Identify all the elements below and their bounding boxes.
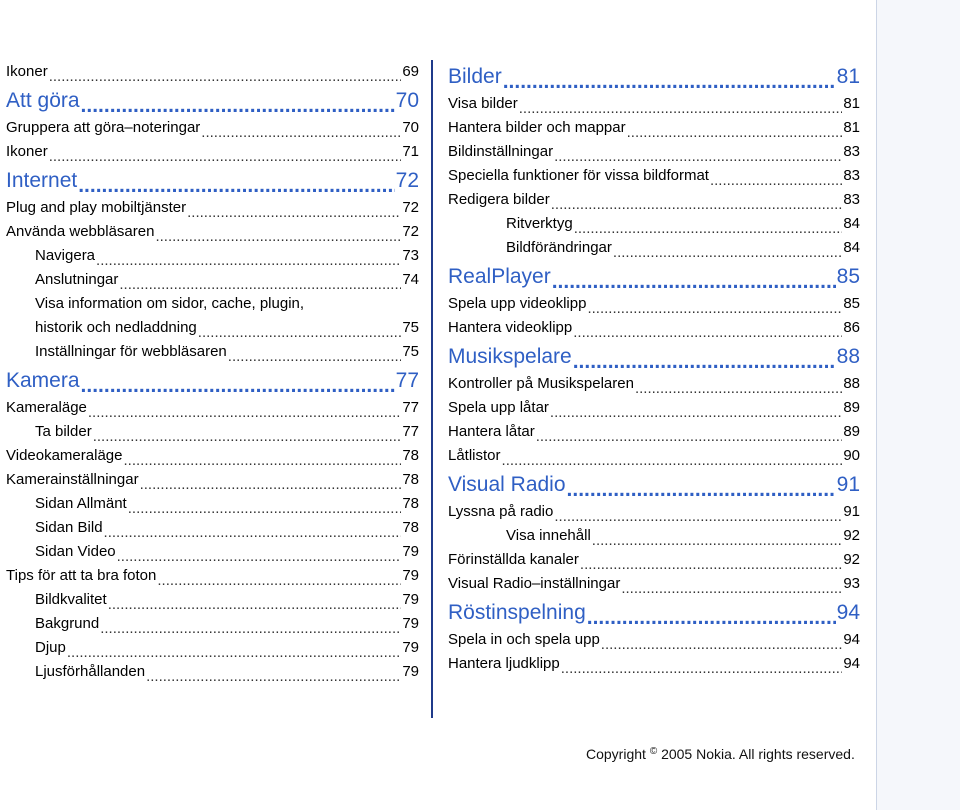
toc-page-number: 70 [395,89,419,112]
toc-page-number: 88 [836,345,860,368]
toc-entry-label: Ta bilder [35,423,92,440]
toc-page-number: 77 [402,399,419,416]
toc-entry-label: Visa bilder [448,95,518,112]
dot-leader [108,597,402,612]
dot-leader [502,453,843,468]
toc-page-number: 93 [843,575,860,592]
copyright-symbol: © [649,746,658,757]
toc-page-number: 83 [843,167,860,184]
toc-entry[interactable] [448,164,860,188]
dot-leader [621,581,842,596]
toc-entry-label: Kameraläge [6,399,87,416]
toc-entry[interactable] [448,372,860,396]
dot-leader [49,149,402,164]
dot-leader [710,173,842,188]
toc-entry-label: Spela upp låtar [448,399,549,416]
toc-page-number: 79 [402,591,419,608]
toc-entry-label: Hantera ljudklipp [448,655,560,672]
toc-entry-label: Hantera bilder och mappar [448,119,626,136]
dot-leader [146,669,401,684]
toc-page-number: 72 [402,199,419,216]
toc-page-number: 70 [402,119,419,136]
toc-page-number: 84 [843,239,860,256]
toc-entry-label: Spela upp videoklipp [448,295,587,312]
copyright-text: 2005 Nokia. All rights reserved. [661,746,855,762]
toc-entry[interactable] [6,140,419,164]
toc-page-number: 78 [402,495,419,512]
toc-page-number: 94 [843,631,860,648]
toc-entry[interactable] [6,588,419,612]
toc-entry[interactable] [6,196,419,220]
dot-leader [198,325,402,340]
toc-section-heading[interactable] [6,166,419,196]
toc-page-number: 71 [402,143,419,160]
toc-entry[interactable] [6,420,419,444]
toc-entry-label: Inställningar för webbläsaren [35,343,227,360]
toc-page-number: 69 [402,63,419,80]
toc-page-number: 78 [402,519,419,536]
toc-entry[interactable] [448,524,860,548]
toc-entry[interactable] [448,444,860,468]
toc-entry-label: Redigera bilder [448,191,550,208]
toc-page-number: 92 [843,551,860,568]
dot-leader [551,197,843,212]
toc-entry-label: Kamerainställningar [6,471,139,488]
toc-entry-label: Röstinspelning [448,601,586,624]
toc-entry-label: Att göra [6,89,80,112]
toc-entry[interactable] [448,92,860,116]
toc-entry[interactable] [6,244,419,268]
dot-leader [550,405,842,420]
toc-entry[interactable] [448,396,860,420]
dot-leader [552,271,836,292]
toc-entry[interactable] [448,548,860,572]
toc-entry[interactable] [6,60,419,84]
toc-entry-label: Visual Radio–inställningar [448,575,621,592]
toc-entry-label: Lyssna på radio [448,503,554,520]
toc-entry[interactable] [6,396,419,420]
dot-leader [104,525,402,540]
toc-entry[interactable] [6,268,419,292]
toc-page-number: 78 [402,471,419,488]
toc-entry-label: Visa information om sidor, cache, plugin, [35,295,305,312]
toc-entry-label: Använda webbläsaren [6,223,155,240]
toc-entry-label: Visa innehåll [506,527,591,544]
toc-entry-label: Kontroller på Musikspelaren [448,375,634,392]
toc-entry[interactable] [448,292,860,316]
page-margin-line [876,0,877,810]
toc-page-number: 75 [402,319,419,336]
toc-entry[interactable] [448,628,860,652]
dot-leader [554,509,842,524]
dot-leader [81,375,395,396]
toc-entry[interactable] [6,444,419,468]
toc-page-number: 79 [402,639,419,656]
toc-entry[interactable] [448,652,860,676]
page-margin-band [876,0,960,810]
toc-page-number: 91 [843,503,860,520]
toc-entry-label: Visual Radio [448,473,566,496]
dot-leader [93,429,402,444]
toc-entry-label: Låtlistor [448,447,501,464]
toc-entry[interactable] [6,492,419,516]
dot-leader [573,325,842,340]
toc-entry[interactable] [6,316,419,340]
dot-leader [78,175,394,196]
toc-entry-label: Bildförändringar [506,239,612,256]
dot-leader [635,381,842,396]
dot-leader [573,351,836,372]
dot-leader [536,429,843,444]
toc-entry-label: Sidan Allmänt [35,495,127,512]
dot-leader [574,221,843,236]
toc-entry-label: Spela in och spela upp [448,631,600,648]
toc-section-heading[interactable] [448,262,860,292]
toc-entry[interactable] [448,116,860,140]
toc-entry-label: Hantera låtar [448,423,535,440]
toc-entry-label: Kamera [6,369,80,392]
dot-leader [503,71,836,92]
toc-page-number: 84 [843,215,860,232]
dot-leader [155,229,401,244]
dot-leader [49,69,402,84]
toc-entry-label: Speciella funktioner för vissa bildformat [448,167,709,184]
toc-entry [6,292,419,316]
toc-page-number: 77 [402,423,419,440]
copyright-prefix: Copyright [586,746,646,762]
toc-page-number: 81 [843,119,860,136]
toc-page-number: 79 [402,543,419,560]
toc-entry-label: Navigera [35,247,96,264]
toc-page-number: 92 [843,527,860,544]
toc-page-number: 90 [843,447,860,464]
toc-page-number: 91 [836,473,860,496]
toc-entry[interactable] [6,340,419,364]
toc-entry-label: Bildkvalitet [35,591,107,608]
toc-entry-label: Sidan Bild [35,519,103,536]
copyright-notice [586,746,855,762]
toc-page-number: 83 [843,143,860,160]
toc-page-number: 81 [843,95,860,112]
dot-leader [601,637,843,652]
toc-page-number: 72 [402,223,419,240]
toc-page-number: 94 [836,601,860,624]
toc-entry[interactable] [6,468,419,492]
toc-section-heading[interactable] [448,62,860,92]
toc-entry[interactable] [448,500,860,524]
toc-page-number: 74 [402,271,419,288]
toc-page-number: 94 [843,655,860,672]
dot-leader [100,621,401,636]
dot-leader [88,405,401,420]
toc-entry-label: Hantera videoklipp [448,319,573,336]
toc-section-heading[interactable] [448,342,860,372]
dot-leader [117,549,402,564]
toc-entry[interactable] [448,572,860,596]
dot-leader [613,245,842,260]
dot-leader [201,125,401,140]
toc-entry-label: Bilder [448,65,502,88]
dot-leader [187,205,401,220]
toc-page-number: 83 [843,191,860,208]
toc-section-heading[interactable] [448,470,860,500]
toc-entry-label: Bakgrund [35,615,100,632]
toc-entry-label: Ritverktyg [506,215,573,232]
toc-page-number: 85 [836,265,860,288]
toc-page-number: 73 [402,247,419,264]
toc-entry-label: Djup [35,639,66,656]
toc-page-number: 78 [402,447,419,464]
toc-right-column [448,60,860,676]
column-divider [431,60,433,718]
toc-left-column [6,60,419,684]
toc-entry-label: Tips för att ta bra foton [6,567,157,584]
toc-page-number: 85 [843,295,860,312]
toc-entry-label: Internet [6,169,78,192]
toc-entry-label: Förinställda kanaler [448,551,579,568]
toc-entry[interactable] [448,188,860,212]
toc-entry-label: Videokameraläge [6,447,123,464]
dot-leader [580,557,842,572]
toc-entry-label: Ikoner [6,143,48,160]
dot-leader [67,645,401,660]
toc-entry-label: RealPlayer [448,265,551,288]
toc-entry[interactable] [6,636,419,660]
dot-leader [567,479,836,500]
toc-entry-label: Plug and play mobiltjänster [6,199,187,216]
toc-entry-label: Anslutningar [35,271,119,288]
toc-section-heading[interactable] [6,86,419,116]
toc-section-heading[interactable] [6,366,419,396]
dot-leader [587,607,836,628]
toc-page-number: 79 [402,615,419,632]
toc-entry-label: Sidan Video [35,543,116,560]
toc-entry-label: Gruppera att göra–noteringar [6,119,201,136]
toc-page-number: 77 [395,369,419,392]
toc-entry[interactable] [6,516,419,540]
toc-page-number: 81 [836,65,860,88]
dot-leader [119,277,401,292]
dot-leader [554,149,842,164]
toc-entry[interactable] [6,564,419,588]
toc-entry-label: Ikoner [6,63,48,80]
toc-entry[interactable] [6,660,419,684]
dot-leader [96,253,401,268]
toc-page-number: 75 [402,343,419,360]
toc-page-number: 72 [395,169,419,192]
toc-entry[interactable] [6,116,419,140]
dot-leader [519,101,843,116]
dot-leader [157,573,401,588]
toc-entry[interactable] [6,612,419,636]
dot-leader [228,349,402,364]
toc-entry[interactable] [6,220,419,244]
dot-leader [592,533,843,548]
dot-leader [128,501,402,516]
dot-leader [81,95,395,116]
toc-page-number: 86 [843,319,860,336]
dot-leader [627,125,843,140]
toc-entry[interactable] [448,140,860,164]
toc-entry-label: historik och nedladdning [35,319,197,336]
toc-page-number: 89 [843,399,860,416]
toc-page-number: 79 [402,567,419,584]
toc-page-number: 79 [402,663,419,680]
toc-page-number: 89 [843,423,860,440]
toc-entry[interactable] [448,420,860,444]
toc-entry[interactable] [6,540,419,564]
dot-leader [561,661,843,676]
toc-entry[interactable] [448,316,860,340]
toc-entry[interactable] [448,212,860,236]
toc-entry-label: Ljusförhållanden [35,663,146,680]
toc-entry-label: Musikspelare [448,345,572,368]
dot-leader [123,453,401,468]
dot-leader [140,477,402,492]
toc-entry-label: Bildinställningar [448,143,554,160]
toc-entry[interactable] [448,236,860,260]
toc-section-heading[interactable] [448,598,860,628]
toc-page-number: 88 [843,375,860,392]
dot-leader [587,301,842,316]
